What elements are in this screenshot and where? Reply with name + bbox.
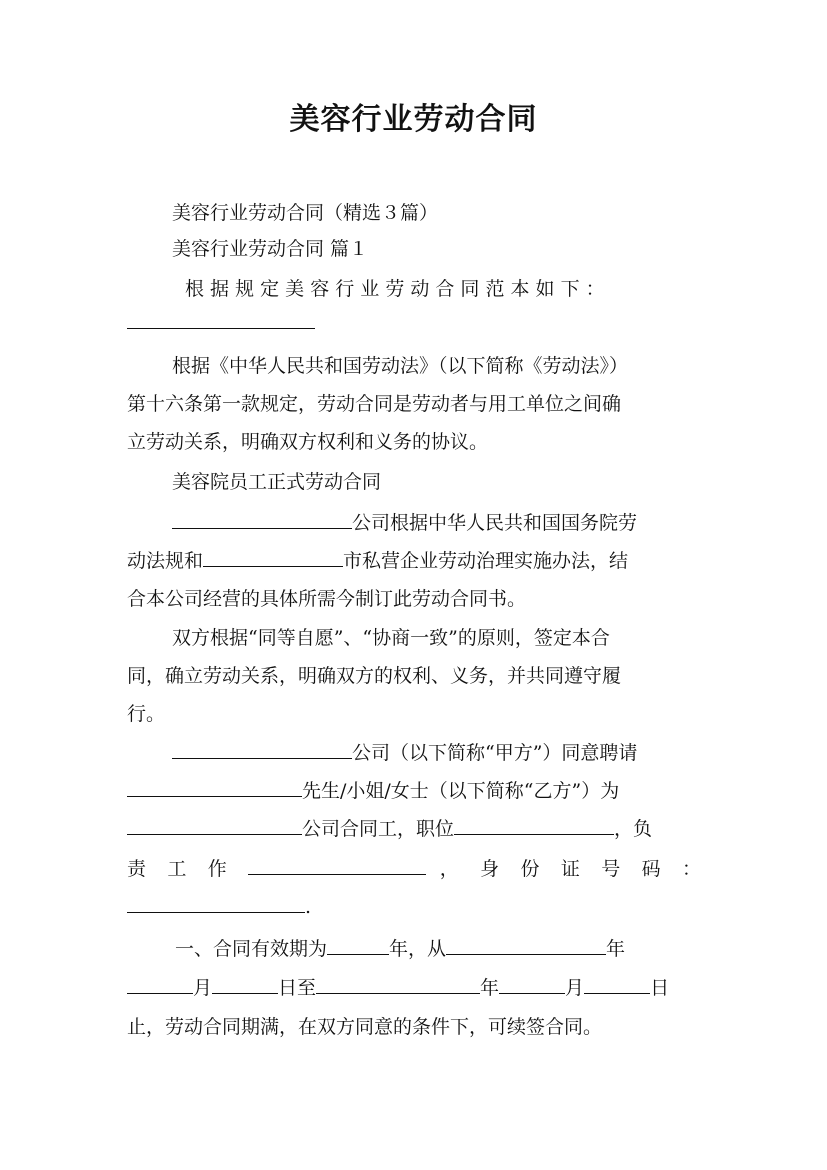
- fill-blank: [327, 934, 389, 955]
- text: 年: [606, 938, 626, 960]
- document-title: 美容行业劳动合同: [289, 102, 538, 137]
- paragraph-line: [127, 661, 701, 691]
- paragraph-line: [127, 351, 746, 381]
- text: ，负: [614, 818, 653, 840]
- clause-line: [127, 973, 701, 1003]
- subtitle-selected: [127, 198, 746, 228]
- text: 美容行业劳动合同（精选３篇）: [172, 202, 439, 224]
- text: 公司（以下简称“甲方”）同意聘请: [352, 742, 638, 764]
- contract-heading: [127, 467, 746, 497]
- text: 同，确立劳动关系，明确双方的权利、义务，并共同遵守履: [127, 665, 622, 687]
- text: 双方根据“同等自愿”、“协商一致”的原则，签定本合: [172, 627, 610, 649]
- text: 一、合同有效期为: [175, 938, 328, 960]
- fill-blank: [454, 814, 614, 835]
- text: 第十六条第一款规定，劳动合同是劳动者与用工单位之间确: [127, 393, 622, 415]
- fill-blank: [499, 973, 565, 994]
- fill-blank: [316, 973, 480, 994]
- text: 根据《中华人民共和国劳动法》（以下简称《劳动法》）: [172, 355, 629, 377]
- fill-blank: [248, 854, 426, 875]
- fill-blank: [446, 934, 606, 955]
- text: 日: [650, 977, 670, 999]
- text: 身 份 证 号 码 ：: [480, 858, 701, 880]
- text: 月: [565, 977, 585, 999]
- paragraph-line: [127, 389, 701, 419]
- text: 责 工 作: [127, 858, 235, 880]
- text: 根 据 规 定 美 容 行 业 劳 动 合 同 范 本 如 下 ：: [185, 278, 605, 300]
- text: 年: [480, 977, 500, 999]
- fill-blank: [127, 892, 305, 913]
- intro-line: [127, 274, 701, 304]
- text: 动法规和: [127, 550, 204, 572]
- text: 市私营企业劳动治理实施办法，结: [343, 550, 629, 572]
- blank-line: [127, 308, 701, 338]
- text: 美容院员工正式劳动合同: [172, 471, 382, 493]
- text: 公司合同工，职位: [302, 818, 455, 840]
- paragraph-line: [127, 814, 701, 844]
- paragraph-line: [127, 623, 746, 653]
- text: 美容行业劳动合同 篇１: [172, 238, 369, 260]
- clause-line: [127, 934, 749, 964]
- text: 月: [193, 977, 213, 999]
- paragraph-line: [127, 738, 746, 768]
- text: 立劳动关系，明确双方权利和义务的协议。: [127, 431, 489, 453]
- paragraph-line: [127, 508, 746, 538]
- paragraph-line: [127, 584, 701, 614]
- text: 公司根据中华人民共和国国务院劳: [352, 512, 638, 534]
- fill-blank: [172, 738, 352, 759]
- fill-blank: [127, 973, 193, 994]
- text: .: [305, 896, 312, 918]
- section-heading: [127, 234, 746, 264]
- text: 行。: [127, 703, 166, 725]
- text: 止，劳动合同期满，在双方同意的条件下，可续签合同。: [127, 1016, 603, 1038]
- text: 日至: [278, 977, 317, 999]
- clause-line: [127, 1012, 701, 1042]
- paragraph-line: [127, 854, 701, 884]
- fill-blank: [584, 973, 650, 994]
- paragraph-line: [127, 427, 701, 457]
- paragraph-line: [127, 699, 701, 729]
- fill-blank: [203, 546, 343, 567]
- fill-blank: [212, 973, 278, 994]
- text: ，: [439, 858, 467, 880]
- paragraph-line: [127, 546, 701, 576]
- fill-blank: [127, 308, 315, 329]
- text: 年，从: [389, 938, 447, 960]
- paragraph-line: [127, 892, 701, 922]
- text: 先生/小姐/女士（以下简称“乙方”）为: [302, 780, 620, 802]
- fill-blank: [172, 508, 352, 529]
- paragraph-line: [127, 776, 701, 806]
- text: 合本公司经营的具体所需今制订此劳动合同书。: [127, 588, 527, 610]
- fill-blank: [127, 776, 302, 797]
- fill-blank: [127, 814, 302, 835]
